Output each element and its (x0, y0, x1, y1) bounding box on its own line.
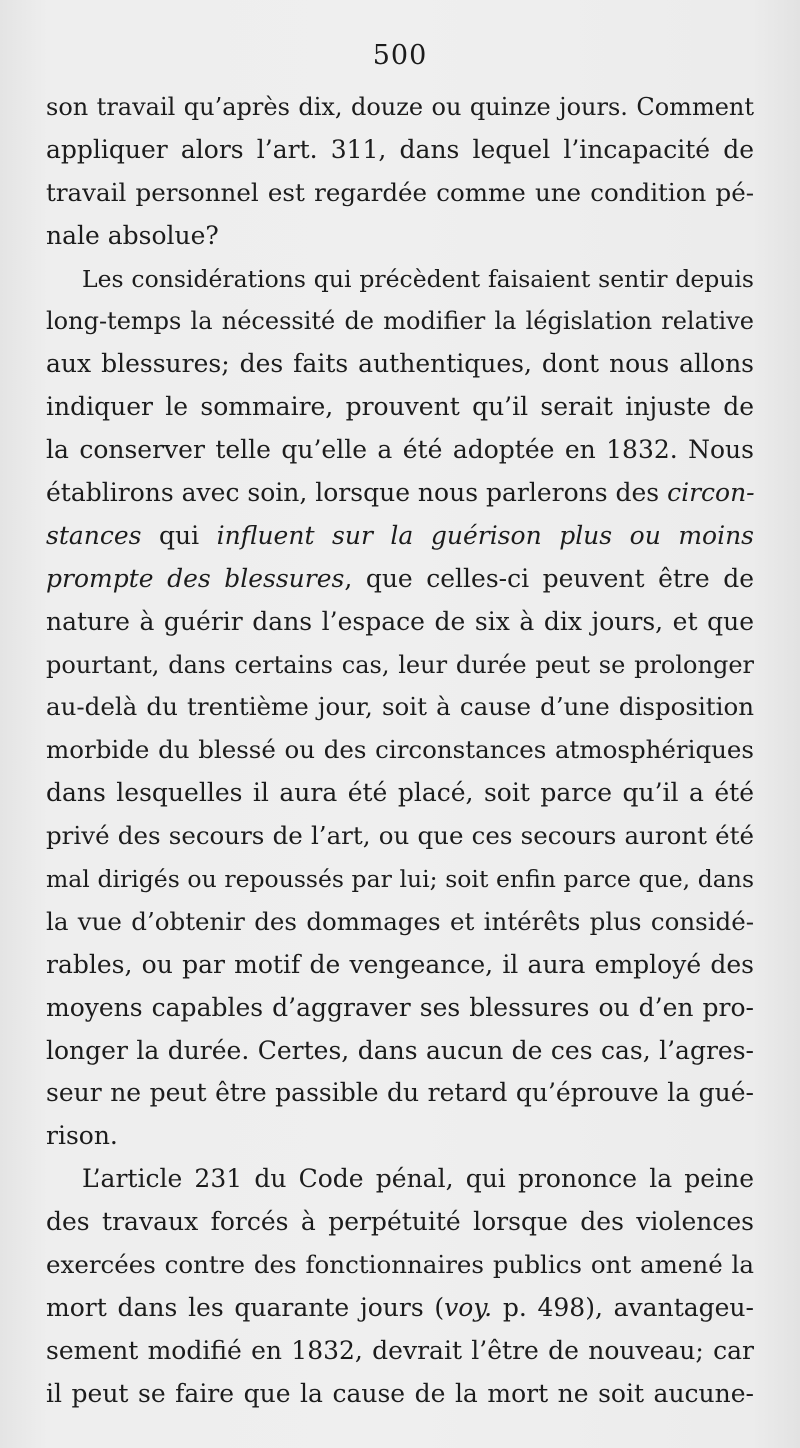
body-text (46, 86, 754, 1416)
text-line: établirons avec soin, lorsque nous parlerons des circon- (46, 478, 755, 508)
text-line: privé des secours de l’art, ou que ces secours auront été (46, 821, 754, 851)
paragraph-start-line: L’article 231 du Code pénal, qui prononce la peine (82, 1164, 754, 1194)
text-line: aux blessures; des faits authentiques, dont nous allons (46, 349, 754, 379)
text-line: stances qui influent sur la guérison plus ou moins (46, 520, 754, 550)
text-line: nale absolue? (46, 220, 219, 250)
text-line: mort dans les quarante jours (voy. p. 498), avantageu- (46, 1292, 754, 1322)
text-line: dans lesquelles il aura été placé, soit parce qu’il a été (46, 778, 754, 808)
paragraph-start-line: Les considérations qui précèdent faisaient sentir depuis (82, 264, 754, 293)
text-line: la conserver telle qu’elle a été adoptée en 1832. Nous (46, 435, 754, 465)
text-line: prompte des blessures, que celles-ci peuvent être de (46, 563, 754, 593)
text-line: travail personnel est regardée comme une condition pé- (46, 177, 754, 207)
text-line: des travaux forcés à perpétuité lorsque des violences (46, 1207, 754, 1237)
text-line: pourtant, dans certains cas, leur durée peut se prolonger (46, 650, 754, 679)
text-line: indiquer le sommaire, prouvent qu’il serait injuste de (46, 392, 754, 422)
text-line: mal dirigés ou repoussés par lui; soit enfin parce que, dans (46, 865, 754, 894)
text-line: il peut se faire que la cause de la mort ne soit aucune- (46, 1378, 754, 1408)
text-line: sement modifié en 1832, devrait l’être de nouveau; car (46, 1335, 754, 1365)
italic-text: circon- (667, 478, 755, 508)
italic-text: voy. (444, 1292, 493, 1322)
text-line: la vue d’obtenir des dommages et intérêts plus considé- (46, 906, 754, 936)
text-line: longer la durée. Certes, dans aucun de ces cas, l’agres- (46, 1035, 754, 1065)
text-line: son travail qu’après dix, douze ou quinze jours. Comment (46, 93, 754, 121)
text-line: long-temps la nécessité de modifier la législation relative (46, 307, 754, 336)
text-line: nature à guérir dans l’espace de six à dix jours, et que (46, 606, 754, 636)
text-line: rison. (46, 1121, 118, 1151)
text-line: au-delà du trentième jour, soit à cause d’une disposition (46, 692, 754, 722)
text-line: seur ne peut être passible du retard qu’éprouve la gué- (46, 1078, 754, 1108)
page-number: 500 (372, 40, 428, 71)
text-line: rables, ou par motif de vengeance, il aura employé des (46, 949, 754, 979)
text-line: moyens capables d’aggraver ses blessures ou d’en pro- (46, 992, 754, 1022)
italic-text: stances (46, 520, 142, 550)
italic-text: influent sur la guérison plus ou moins (216, 520, 754, 550)
text-line: morbide du blessé ou des circonstances atmosphériques (46, 735, 754, 765)
text-line: exercées contre des fonctionnaires publics ont amené la (46, 1250, 754, 1280)
italic-text: prompte des blessures (46, 563, 345, 593)
text-line: appliquer alors l’art. 311, dans lequel l’incapacité de (46, 134, 754, 164)
